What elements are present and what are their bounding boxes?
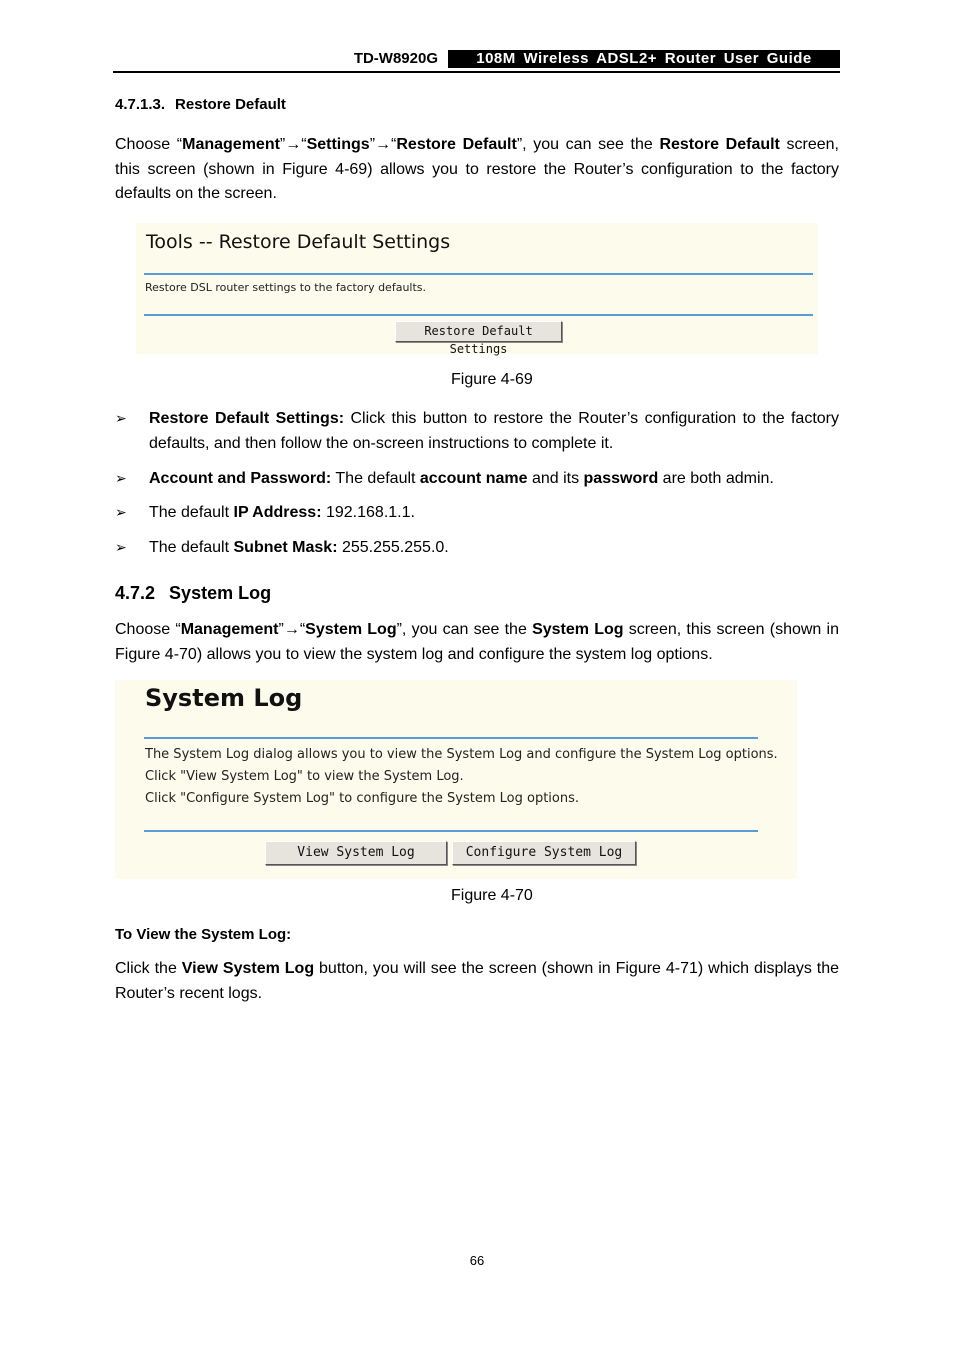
section-number: 4.7.1.3. xyxy=(115,96,166,113)
page-header xyxy=(113,49,840,73)
screenshot-description: Restore DSL router settings to the factory defaults. xyxy=(145,281,427,294)
section-number: 4.7.2 xyxy=(115,583,156,603)
divider xyxy=(144,737,758,739)
divider xyxy=(144,314,813,316)
view-system-log-button[interactable]: View System Log xyxy=(265,841,447,865)
screenshot-title: Tools -- Restore Default Settings xyxy=(146,231,451,253)
divider xyxy=(144,273,813,275)
bullet-account-password xyxy=(115,466,839,491)
divider xyxy=(144,830,758,832)
bullet-text: The default IP Address: 192.168.1.1. xyxy=(149,504,415,521)
bullet-text: Account and Password: The default account name and its password are both admin. xyxy=(149,470,774,487)
section-heading-restore-default xyxy=(115,96,286,113)
header-model: TD-W8920G xyxy=(353,50,438,67)
configure-system-log-button[interactable]: Configure System Log xyxy=(452,841,636,865)
restore-default-paragraph: Choose “Management”→“Settings”→“Restore Default”, you can see the Restore Default screen, this screen (shown in Figure 4-69) allows you to restore the Router’s configuration to the factory defaults on the screen. xyxy=(115,136,840,202)
bullet-arrow-icon: ➢ xyxy=(115,470,127,486)
figure-caption: Figure 4-69 xyxy=(451,371,533,388)
screenshot-line: Click "View System Log" to view the System Log. xyxy=(145,769,464,784)
screenshot-line: The System Log dialog allows you to view the System Log and configure the System Log options. xyxy=(145,747,778,762)
section-heading-system-log xyxy=(115,583,271,604)
bullet-arrow-icon: ➢ xyxy=(115,410,127,426)
section-title: Restore Default xyxy=(175,96,286,113)
bullet-arrow-icon: ➢ xyxy=(115,539,127,555)
bullet-arrow-icon: ➢ xyxy=(115,504,127,520)
bullet-text: Restore Default Settings: Click this button to restore the Router’s configuration to the factory defaults, and then follow the on-screen instructions to complete it. xyxy=(149,410,840,452)
subheading-view-system-log: To View the System Log: xyxy=(115,926,292,943)
section-title: System Log xyxy=(169,583,272,603)
system-log-screenshot xyxy=(115,680,797,879)
restore-default-settings-button[interactable]: Restore Default Settings xyxy=(395,321,562,342)
screenshot-line: Click "Configure System Log" to configure the System Log options. xyxy=(145,791,580,806)
bullet-restore-default-settings xyxy=(115,406,839,456)
page-number: 66 xyxy=(469,1253,485,1268)
figure-caption: Figure 4-70 xyxy=(451,887,533,904)
restore-default-screenshot xyxy=(136,223,818,354)
bullet-text: The default Subnet Mask: 255.255.255.0. xyxy=(149,539,449,556)
system-log-paragraph: Choose “Management”→“System Log”, you can see the System Log screen, this screen (shown in Figure 4-70) allows you to view the system log and configure the system log options. xyxy=(115,621,839,663)
bullet-ip-address xyxy=(115,500,839,525)
view-system-log-paragraph: Click the View System Log button, you will see the screen (shown in Figure 4-71) which displays the Router’s recent logs. xyxy=(115,960,840,1002)
header-guide-title: 108M Wireless ADSL2+ Router User Guide xyxy=(448,50,840,68)
bullet-subnet-mask xyxy=(115,535,839,560)
screenshot-title: System Log xyxy=(145,684,303,712)
